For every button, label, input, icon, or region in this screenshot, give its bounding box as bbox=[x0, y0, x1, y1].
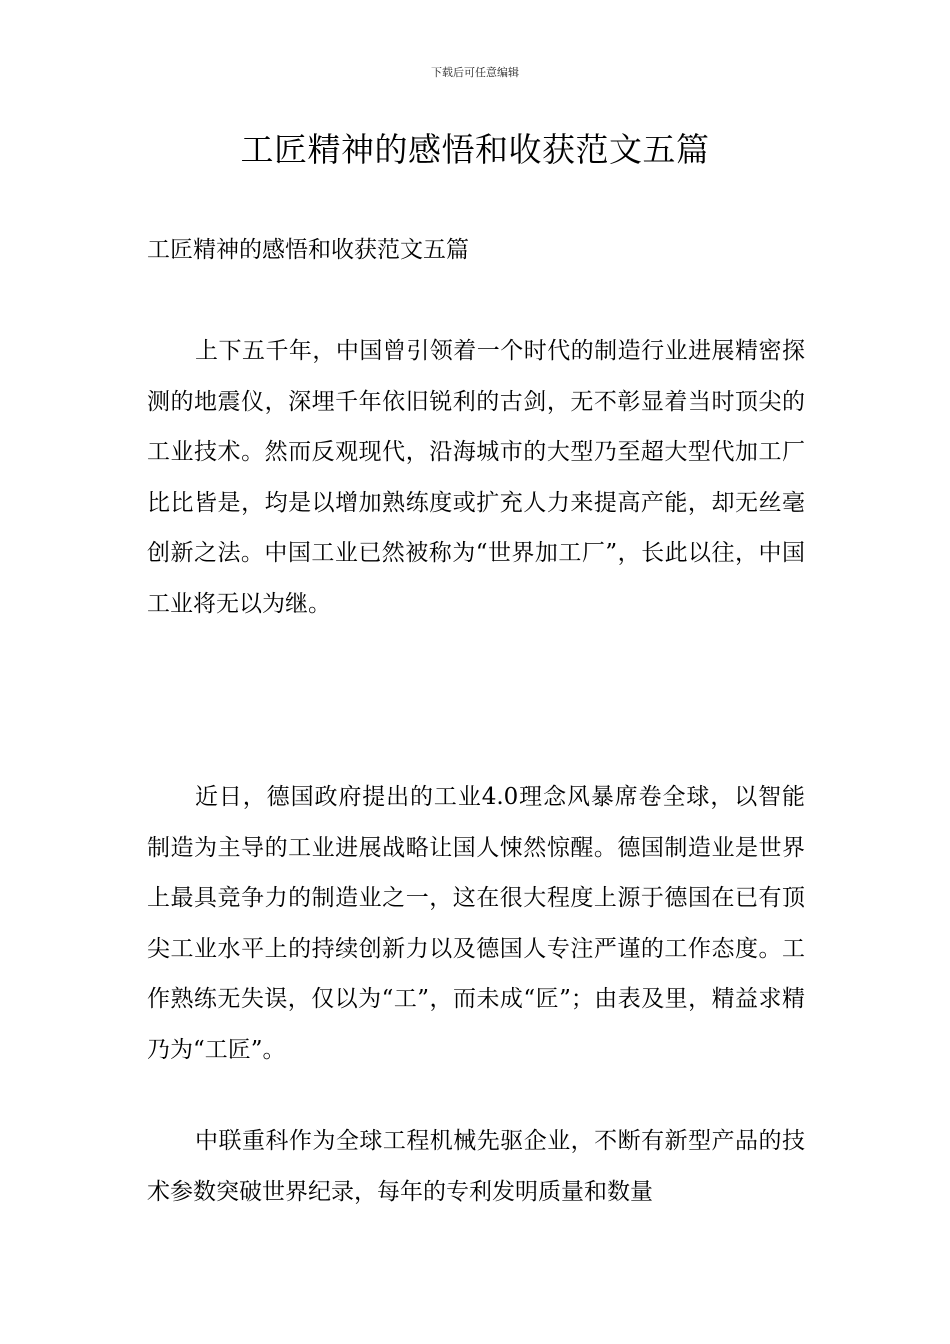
paragraph-2: 近日，德国政府提出的工业4.0理念风暴席卷全球，以智能制造为主导的工业进展战略让国人悚然惊醒。德国制造业是世界上最具竞争力的制造业之一，这在很大程度上源于德国在已有顶尖工业水平上的持续创新力以及德国人专注严谨的工作态度。工作熟练无失误，仅以为“工”，而未成“匠”；由表及里，精益求精乃为“工匠”。 bbox=[147, 784, 805, 1063]
document-title: 工匠精神的感悟和收获范文五篇 bbox=[240, 130, 710, 169]
document-subtitle: 工匠精神的感悟和收获范文五篇 bbox=[147, 237, 469, 263]
paragraph-1: 上下五千年，中国曾引领着一个时代的制造行业进展精密探测的地震仪，深埋千年依旧锐利的古剑，无不彰显着当时顶尖的工业技术。然而反观现代，沿海城市的大型乃至超大型代加工厂比比皆是，均是以增加熟练度或扩充人力来提高产能，却无丝毫创新之法。中国工业已然被称为“世界加工厂”，长此以往，中国工业将无以为继。 bbox=[147, 338, 805, 617]
paragraph-3: 中联重科作为全球工程机械先驱企业，不断有新型产品的技术参数突破世界纪录，每年的专利发明质量和数量 bbox=[147, 1128, 805, 1205]
header-note: 下载后可任意编辑 bbox=[431, 66, 519, 79]
